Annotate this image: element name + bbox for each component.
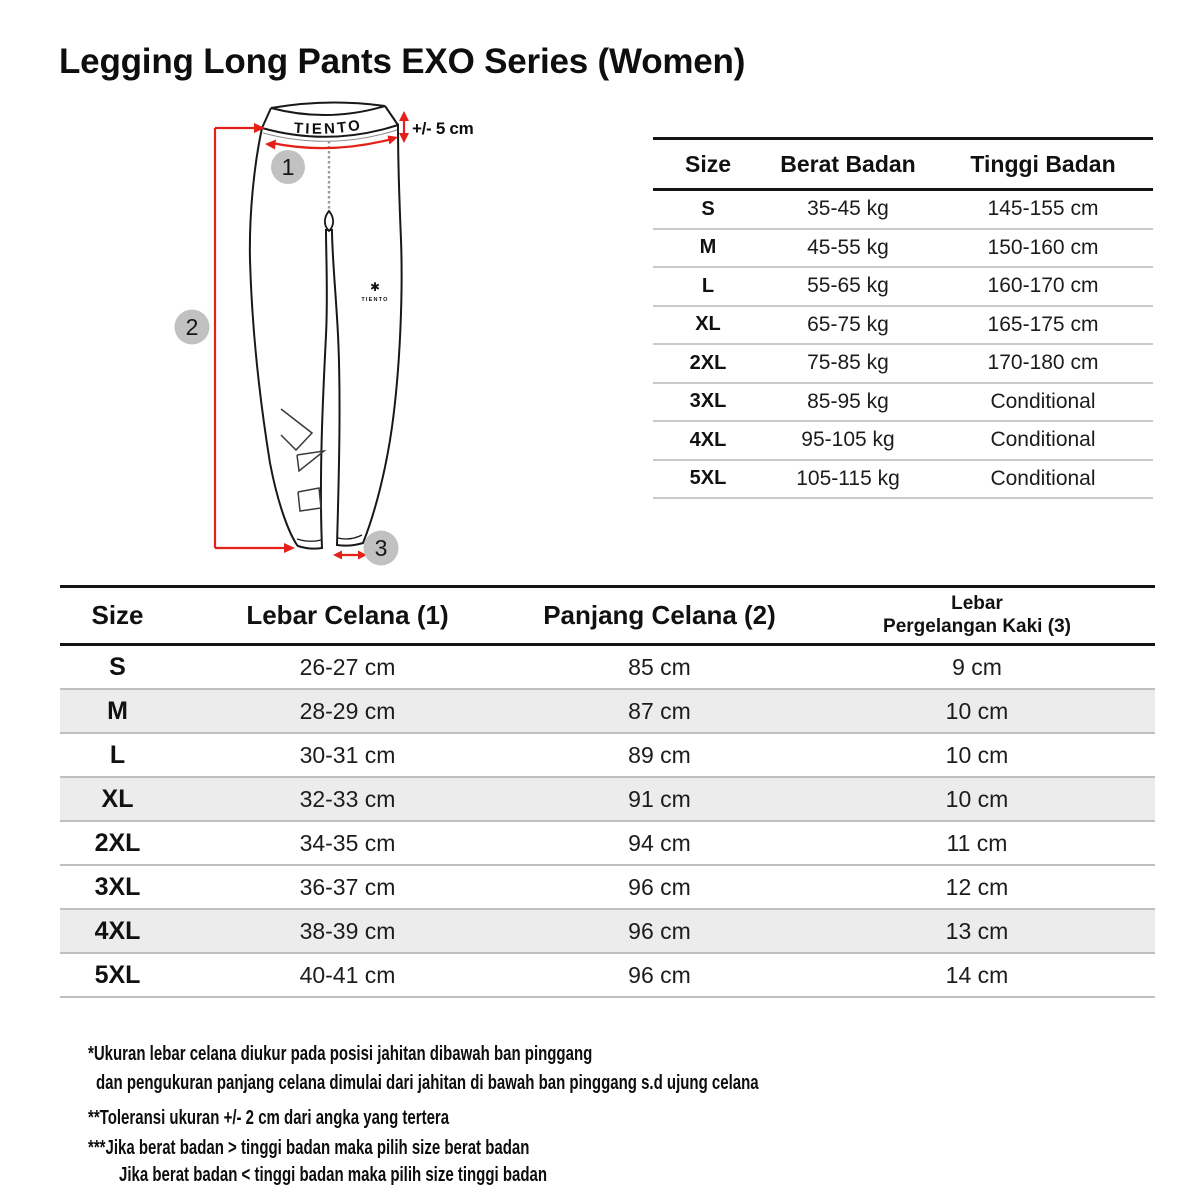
leg-logo-mark-icon: ✱ — [369, 280, 381, 294]
dimension-table-rows — [60, 646, 1155, 998]
cell-width: 36-37 cm — [299, 873, 396, 900]
dimension-table-row — [60, 822, 1155, 866]
header-ankle-line2: Pergelangan Kaki (3) — [883, 615, 1071, 637]
header-ankle — [799, 593, 1155, 639]
body-table-row — [653, 422, 1153, 461]
dimension-table-row — [60, 778, 1155, 822]
header-width: Lebar Celana (1) — [246, 600, 449, 630]
legging-diagram — [150, 95, 500, 580]
cell-weight: 75-85 kg — [807, 351, 889, 375]
cell-size: S — [701, 197, 715, 220]
cell-size: XL — [695, 313, 721, 336]
cell-ankle: 10 cm — [945, 741, 1009, 768]
page-title: Legging Long Pants EXO Series (Women) — [59, 42, 746, 81]
leg-logo-text: TIENTO — [361, 297, 389, 303]
cell-weight: 55-65 kg — [807, 274, 889, 298]
body-table-row — [653, 191, 1153, 230]
cell-size: L — [109, 740, 126, 769]
cell-height: 165-175 cm — [987, 312, 1099, 336]
cell-length: 85 cm — [628, 653, 691, 680]
cell-ankle: 11 cm — [946, 829, 1008, 856]
body-table-rows — [653, 191, 1153, 499]
cell-length: 96 cm — [628, 873, 691, 900]
footnote-tolerance: **Toleransi ukuran +/- 2 cm dari angka yang tertera — [88, 1107, 450, 1129]
cell-height: Conditional — [990, 389, 1096, 413]
cell-width: 28-29 cm — [299, 697, 396, 724]
cell-size: 5XL — [94, 960, 141, 989]
cell-width: 26-27 cm — [299, 653, 396, 680]
footnote-measure-line2: dan pengukuran panjang celana dimulai dari jahitan di bawah ban pinggang s.d ujung celana — [96, 1072, 759, 1094]
dimension-table-row — [60, 646, 1155, 690]
dimension-table-row — [60, 690, 1155, 734]
cell-weight: 95-105 kg — [801, 428, 895, 452]
body-table-header — [653, 140, 1153, 191]
header-weight: Berat Badan — [780, 150, 916, 177]
cell-weight: 35-45 kg — [807, 197, 889, 221]
cell-width: 30-31 cm — [299, 741, 396, 768]
cell-weight: 105-115 kg — [796, 466, 900, 490]
dimension-table-row — [60, 910, 1155, 954]
dimension-table — [60, 585, 1155, 998]
cell-size: S — [109, 652, 126, 681]
body-table-row — [653, 384, 1153, 423]
cell-size: 3XL — [94, 872, 141, 901]
cell-height: 170-180 cm — [987, 351, 1099, 375]
waistband-brand-text — [293, 116, 363, 137]
marker-2-label: 2 — [185, 314, 199, 340]
cell-height: Conditional — [990, 428, 1096, 452]
cell-ankle: 12 cm — [945, 873, 1009, 900]
cell-weight: 65-75 kg — [807, 312, 889, 336]
cell-weight: 85-95 kg — [807, 389, 889, 413]
cell-width: 34-35 cm — [299, 829, 396, 856]
cell-width: 32-33 cm — [299, 785, 396, 812]
header-length: Panjang Celana (2) — [543, 600, 776, 630]
footnote-measure-line1: *Ukuran lebar celana diukur pada posisi jahitan dibawah ban pinggang — [88, 1043, 593, 1065]
cell-height: 145-155 cm — [987, 197, 1099, 221]
body-size-table — [653, 137, 1153, 499]
cell-length: 96 cm — [628, 961, 691, 988]
cell-ankle: 9 cm — [952, 653, 1002, 680]
cell-size: 4XL — [689, 428, 727, 451]
cell-size: L — [701, 274, 715, 297]
body-table-row — [653, 461, 1153, 500]
cell-length: 94 cm — [628, 829, 691, 856]
cell-size: 3XL — [689, 390, 727, 413]
dimension-table-row — [60, 734, 1155, 778]
cell-ankle: 10 cm — [945, 697, 1009, 724]
dimension-table-row — [60, 866, 1155, 910]
cell-width: 40-41 cm — [299, 961, 396, 988]
cell-height: 150-160 cm — [987, 235, 1099, 259]
footnotes — [88, 1042, 979, 1187]
footnote-size-rule-line2: Jika berat badan < tinggi badan maka pilih size tinggi badan — [119, 1164, 548, 1186]
cell-ankle: 14 cm — [945, 961, 1009, 988]
cell-size: 2XL — [689, 351, 727, 374]
cell-size: M — [699, 236, 717, 259]
marker-1-label: 1 — [281, 154, 295, 180]
dimension-table-row — [60, 954, 1155, 998]
waistband-brand: TIENTO — [293, 116, 364, 138]
cell-height: Conditional — [990, 466, 1096, 490]
body-table-row — [653, 345, 1153, 384]
body-table-row — [653, 230, 1153, 269]
header-ankle-line1: Lebar — [951, 592, 1003, 614]
cell-length: 96 cm — [628, 917, 691, 944]
body-table-row — [653, 268, 1153, 307]
cell-length: 89 cm — [628, 741, 691, 768]
cell-height: 160-170 cm — [987, 274, 1099, 298]
footnote-size-rule-line1: ***Jika berat badan > tinggi badan maka pilih size berat badan — [88, 1137, 530, 1159]
cell-ankle: 13 cm — [945, 917, 1009, 944]
cell-size: 5XL — [689, 467, 727, 490]
header-size: Size — [91, 600, 144, 630]
cell-length: 87 cm — [628, 697, 691, 724]
gusset-seam — [325, 211, 333, 231]
header-size: Size — [684, 150, 732, 177]
cell-size: M — [107, 696, 128, 725]
cell-ankle: 10 cm — [945, 785, 1009, 812]
cell-width: 38-39 cm — [299, 917, 396, 944]
cell-size: XL — [101, 784, 134, 813]
cell-weight: 45-55 kg — [807, 235, 889, 259]
dimension-table-header — [60, 588, 1155, 646]
body-table-row — [653, 307, 1153, 346]
marker-3-label: 3 — [374, 535, 388, 561]
cell-length: 91 cm — [628, 785, 691, 812]
cell-size: 2XL — [94, 828, 141, 857]
tolerance-label: +/- 5 cm — [412, 119, 474, 138]
cell-size: 4XL — [94, 916, 141, 945]
header-height: Tinggi Badan — [970, 150, 1116, 177]
